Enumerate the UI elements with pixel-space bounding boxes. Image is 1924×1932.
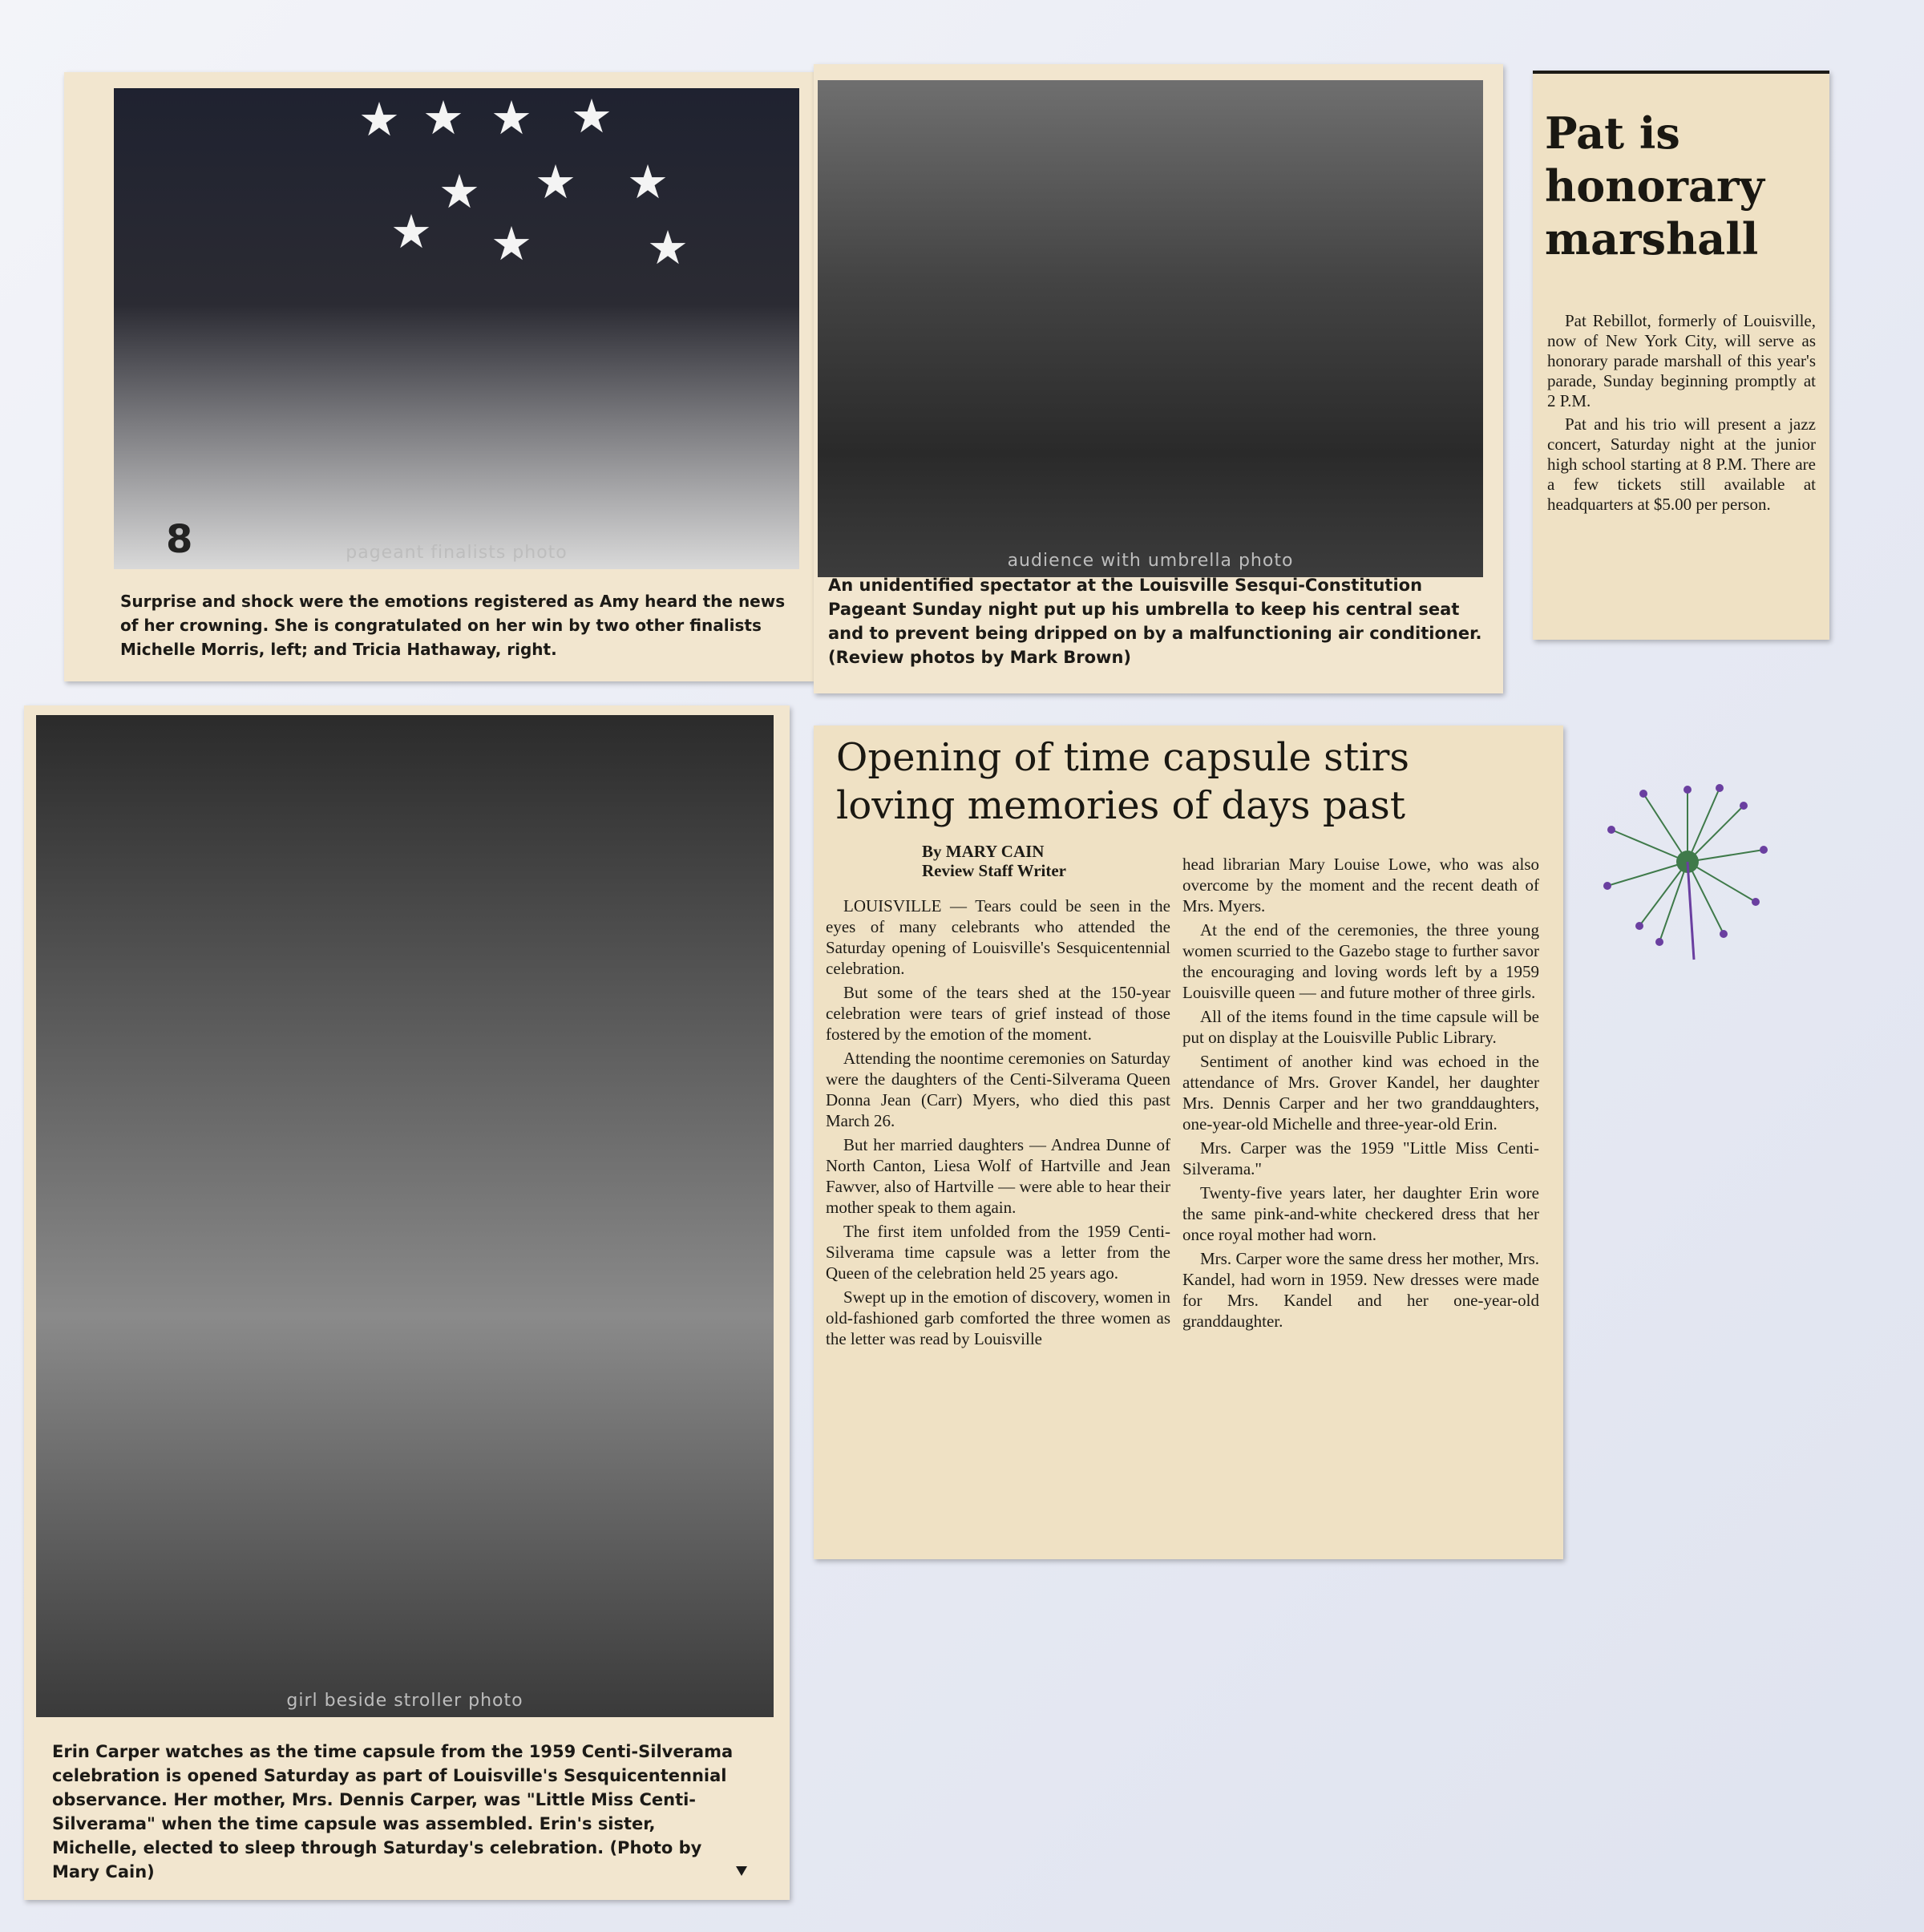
paragraph: LOUISVILLE — Tears could be seen in the eyes of many celebrants who attended the Saturday opening of Louisville's Sesquicentennial celebration. (826, 896, 1170, 978)
marshall-clipping (1533, 71, 1829, 640)
paragraph: Swept up in the emotion of discovery, women in old-fashioned garb comforted the three women as the letter was read by Louisville (826, 1287, 1170, 1348)
star-decoration: ★ (439, 164, 480, 219)
star-decoration: ★ (491, 91, 532, 145)
paragraph: Mrs. Carper was the 1959 "Little Miss Centi-Silverama." (1182, 1138, 1539, 1178)
paragraph: All of the items found in the time capsule will be put on display at the Louisville Public Library. (1182, 1007, 1539, 1047)
paragraph: But her married daughters — Andrea Dunne of North Canton, Liesa Wolf of Hartville and Jean Fawver, also of Hartville — were able to hear their mother speak to them again. (826, 1135, 1170, 1217)
paragraph: head librarian Mary Louise Lowe, who was also overcome by the moment and the recent death of Mrs. Myers. (1182, 855, 1539, 915)
spectator-caption: An unidentified spectator at the Louisville Sesqui-Constitution Pageant Sunday night put up his umbrella to keep his central seat and to prevent being dripped on by a malfunctioning air conditioner. (Review photos by Mark Brown) (828, 576, 1482, 667)
pageant-photo (114, 88, 799, 569)
headline-line: Pat is (1545, 107, 1680, 159)
article-column-2 (1182, 854, 1539, 1335)
paragraph: Pat and his trio will present a jazz concert, Saturday night at the junior high school starting at 8 P.M. There are a few tickets still available at headquarters at $5.00 per person. (1547, 414, 1816, 514)
photo-number-mark: 8 (166, 517, 193, 562)
paragraph: At the end of the ceremonies, the three young women scurried to the Gazebo stage to further savor the encouraging and loving words left by a 1959 Louisville queen — and future mother of three girls. (1182, 920, 1539, 1002)
star-decoration: ★ (422, 91, 464, 145)
paragraph: Mrs. Carper wore the same dress her mother, Mrs. Kandel, had worn in 1959. New dresses were made for Mrs. Kandel and her one-year-old granddaughter. (1182, 1249, 1539, 1331)
erin-clipping (24, 705, 790, 1900)
pageant-caption: Surprise and shock were the emotions registered as Amy heard the news of her crowning. She is congratulated on her win by two other finalists Michelle Morris, left; and Tricia Hathaway, right. (120, 592, 786, 659)
paragraph: The first item unfolded from the 1959 Centi-Silverama time capsule was a letter from the Queen of the celebration held 25 years ago. (826, 1222, 1170, 1283)
byline (922, 842, 1162, 880)
star-decoration: ★ (390, 204, 432, 259)
star-decoration: ★ (627, 155, 669, 209)
headline-line: Opening of time capsule stirs (836, 735, 1410, 780)
time-capsule-headline (836, 734, 1550, 830)
paragraph: Twenty-five years later, her daughter Erin wore the same pink-and-white checkered dress that her once royal mother had worn. (1182, 1183, 1539, 1244)
time-capsule-clipping (814, 726, 1563, 1559)
star-decoration: ★ (358, 92, 400, 147)
spectator-clipping (814, 64, 1503, 693)
erin-caption: Erin Carper watches as the time capsule from the 1959 Centi-Silverama celebration is opened Saturday as part of Louisville's Sesquicentennial observance. Her mother, Mrs. Dennis Carper, was "Little Miss Centi-Silverama" when the time capsule was assembled. Erin's sister, Michelle, elected to sleep through Saturday's celebration. (Photo by Mary Cain) (52, 1742, 734, 1881)
star-decoration: ★ (571, 89, 612, 143)
byline-title: Review Staff Writer (922, 861, 1066, 880)
headline-rule (1533, 71, 1829, 74)
article-column-1 (826, 895, 1170, 1352)
star-decoration: ★ (535, 155, 576, 209)
headline-line: honorary (1545, 160, 1764, 212)
photo-label: girl beside stroller photo (286, 1691, 523, 1711)
paragraph: But some of the tears shed at the 150-year celebration were tears of grief instead of those fostered by the emotion of the moment. (826, 983, 1170, 1044)
photo-label: audience with umbrella photo (1007, 551, 1294, 571)
marshall-body (1547, 311, 1816, 518)
paragraph: Sentiment of another kind was echoed in the attendance of Mrs. Grover Kandel, her daughter Mrs. Dennis Carper and her two granddaughters, one-year-old Michelle and three-year-old Erin. (1182, 1052, 1539, 1134)
firework-stem (1688, 862, 1694, 960)
spectator-photo (818, 80, 1483, 577)
photo-label: pageant finalists photo (346, 543, 568, 563)
headline-line: marshall (1545, 213, 1759, 265)
byline-name: By MARY CAIN (922, 842, 1045, 861)
paragraph: Pat Rebillot, formerly of Louisville, now of New York City, will serve as honorary parade marshall of this year's parade, Sunday beginning promptly at 2 P.M. (1547, 311, 1816, 410)
pageant-clipping (64, 72, 814, 681)
star-decoration: ★ (491, 216, 532, 271)
erin-photo (36, 715, 774, 1717)
end-mark-icon (736, 1866, 747, 1876)
paragraph: Attending the noontime ceremonies on Saturday were the daughters of the Centi-Silverama Queen Donna Jean (Carr) Myers, who died this past March 26. (826, 1049, 1170, 1130)
star-decoration: ★ (647, 220, 689, 275)
marshall-headline (1545, 107, 1821, 265)
firework-sticker-icon (1591, 774, 1784, 966)
headline-line: loving memories of days past (836, 783, 1406, 828)
